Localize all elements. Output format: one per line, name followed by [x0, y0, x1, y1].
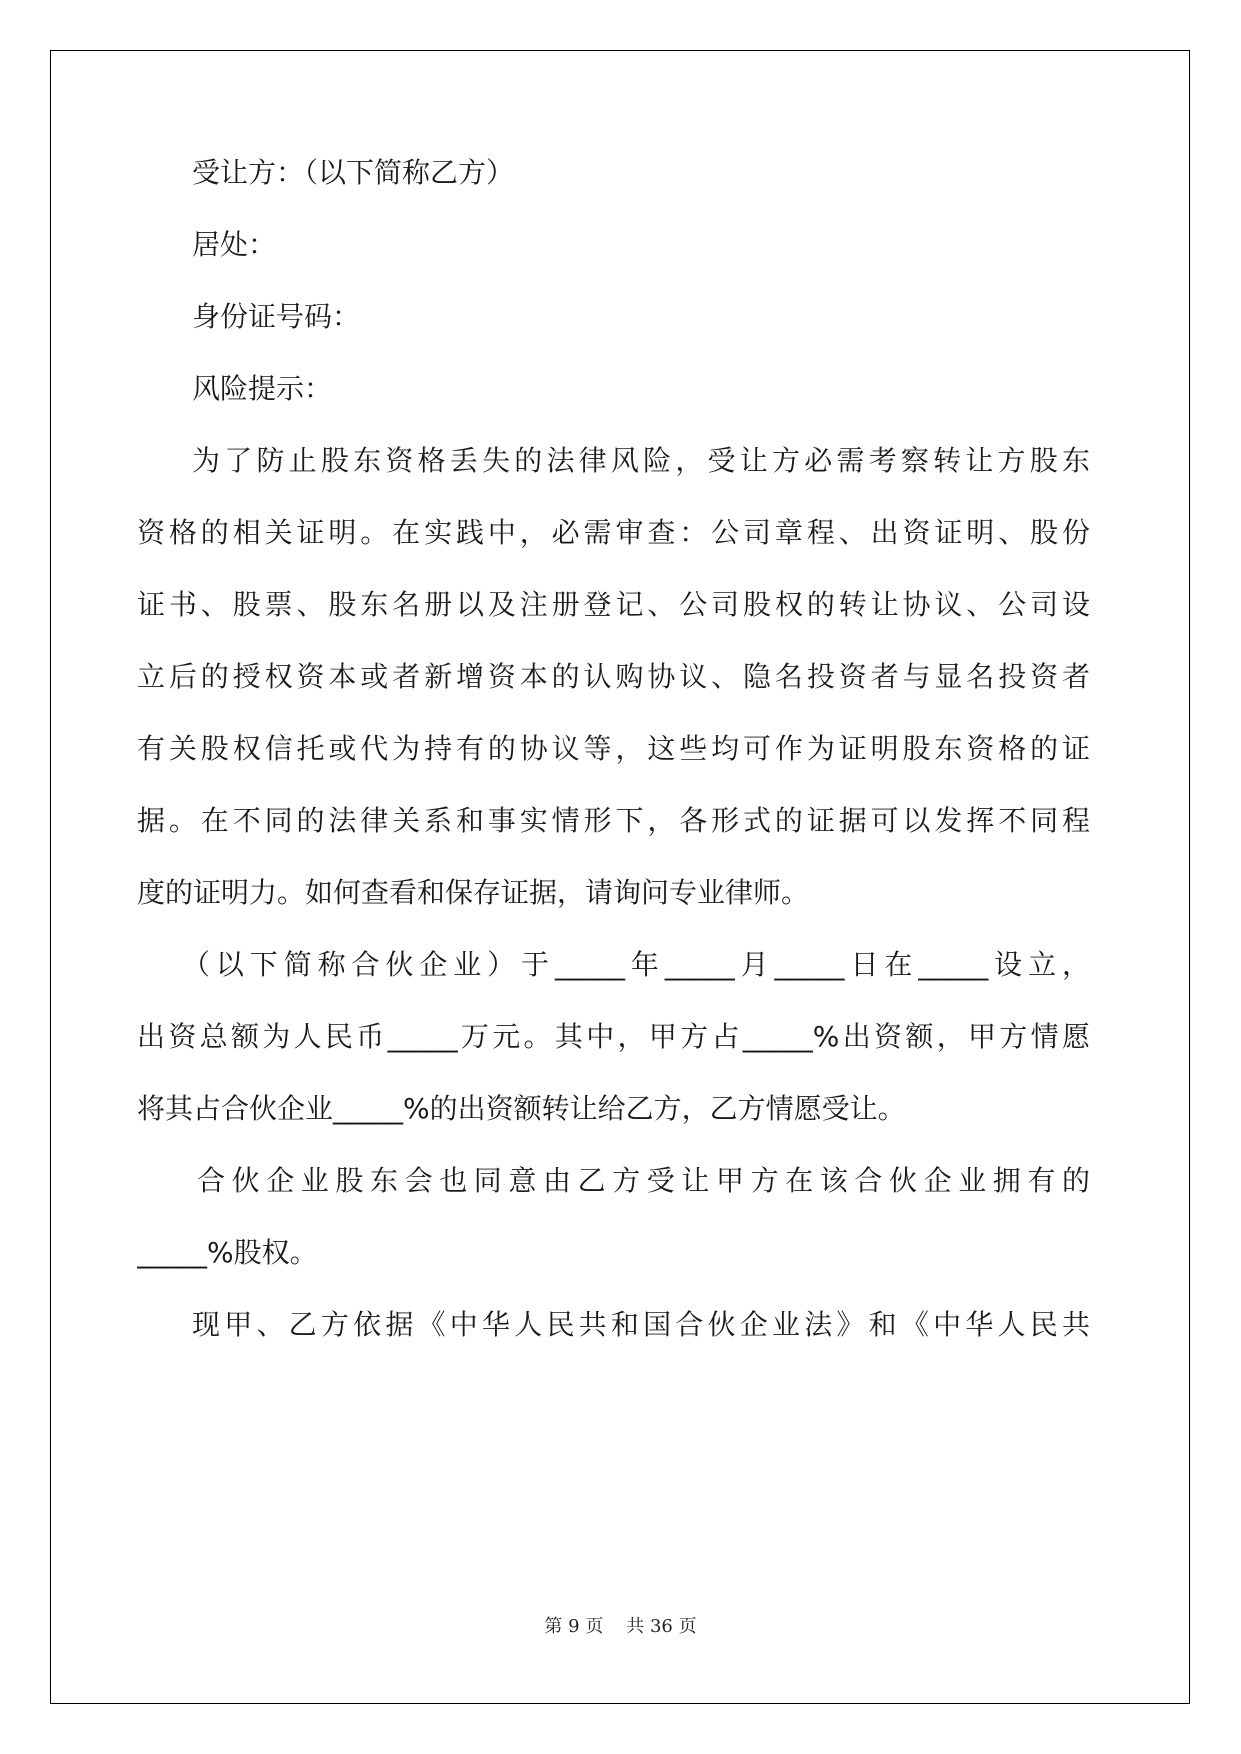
page-footer — [0, 1612, 1241, 1638]
text-line: 风险提示： — [192, 372, 333, 405]
text-line: 居处： — [192, 228, 277, 261]
text-line: 将其占合伙企业_____%的出资额转让给乙方，乙方情愿受让。 — [137, 1092, 906, 1125]
text-line: 合伙企业股东会也同意由乙方受让甲方在该合伙企业拥有的 — [197, 1164, 1090, 1197]
text-line: 受让方：（以下简称乙方） — [192, 156, 515, 189]
text-line: 现甲、乙方依据《中华人民共和国合伙企业法》和《中华人民共 — [192, 1308, 1090, 1341]
text-line: 据。在不同的法律关系和事实情形下，各形式的证据可以发挥不同程 — [137, 804, 1090, 837]
text-line: 立后的授权资本或者新增资本的认购协议、隐名投资者与显名投资者 — [137, 660, 1090, 693]
text-line: 度的证明力。如何查看和保存证据，请询问专业律师。 — [137, 876, 810, 909]
text-line: 资格的相关证明。在实践中，必需审查：公司章程、出资证明、股份 — [137, 516, 1090, 549]
text-line: _____%股权。 — [137, 1236, 318, 1269]
text-line: 有关股权信托或代为持有的协议等，这些均可作为证明股东资格的证 — [137, 732, 1090, 765]
text-line: （以下简称合伙企业）于_____年_____月_____日在_____设立， — [182, 948, 1090, 981]
page-total: 共 36 页 — [626, 1616, 697, 1637]
text-line: 身份证号码： — [192, 300, 361, 333]
text-line: 为了防止股东资格丢失的法律风险，受让方必需考察转让方股东 — [192, 444, 1090, 477]
page-number: 第 9 页 — [544, 1616, 604, 1637]
text-line: 证书、股票、股东名册以及注册登记、公司股权的转让协议、公司设 — [137, 588, 1090, 621]
text-line: 出资总额为人民币_____万元。其中，甲方占_____%出资额，甲方情愿 — [137, 1020, 1090, 1053]
